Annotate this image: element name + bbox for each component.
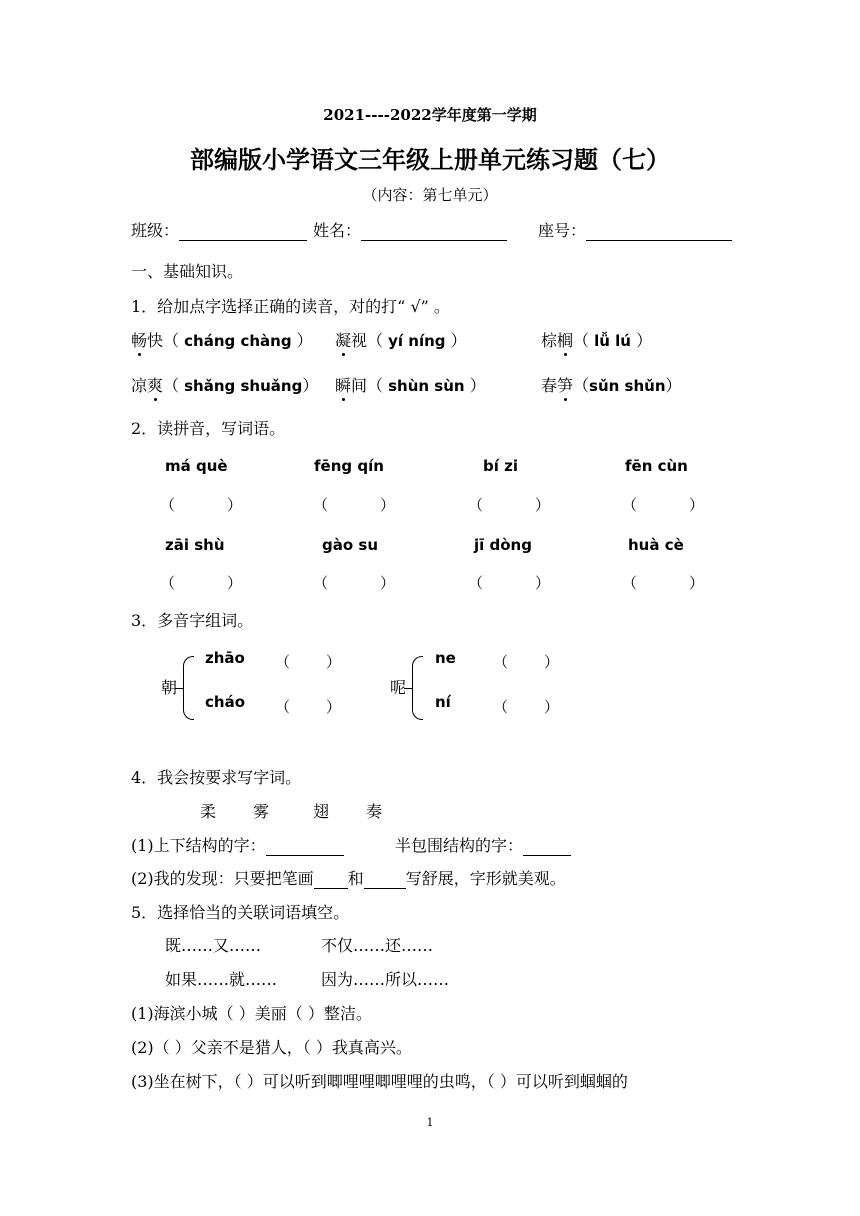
word-char: 棕 (541, 331, 558, 350)
dotted-char: 榈 (557, 328, 573, 351)
pinyin-options[interactable]: shùn sùn (388, 377, 465, 395)
paren: （ (163, 331, 185, 350)
answer-blank[interactable] (314, 870, 348, 889)
dotted-char: 畅 (131, 328, 147, 351)
q1-item (335, 373, 486, 396)
class-label: 班级： (131, 221, 180, 240)
given-char: 翅 (313, 802, 330, 821)
q5-sentence: (2)（ ）父亲不是猎人，（ ）我真高兴。 (131, 1038, 412, 1057)
section-heading: 一、基础知识。 (131, 262, 244, 281)
answer-blank[interactable]: （ ） (493, 698, 560, 716)
subtitle: （内容：第七单元） (362, 186, 498, 204)
dotted-char: 瞬 (335, 373, 351, 396)
paren: （ (573, 331, 595, 350)
given-char: 奏 (366, 802, 383, 821)
q4-line2 (131, 866, 566, 889)
answer-blank[interactable]: （ ） (313, 574, 396, 592)
q1-prompt: 1．给加点字选择正确的读音，对的打“ √” 。 (131, 297, 450, 316)
q4-part: (2)我的发现：只要把笔画 (131, 869, 314, 888)
page-title: 部编版小学语文三年级上册单元练习题（七） (190, 145, 670, 174)
answer-blank[interactable] (523, 837, 571, 856)
paren: ） (445, 331, 467, 350)
paren: （ (367, 376, 389, 395)
answer-blank[interactable]: （ ） (313, 496, 396, 514)
q4-prompt: 4．我会按要求写字词。 (131, 768, 302, 787)
word-char: 凉 (131, 376, 148, 395)
answer-blank[interactable]: （ ） (493, 653, 560, 671)
brace-icon (412, 656, 423, 720)
pinyin-options[interactable]: cháng chàng (184, 332, 292, 350)
word-char: 春 (541, 376, 558, 395)
word-char: 视 (351, 331, 368, 350)
name-field (313, 218, 507, 241)
q1-item (131, 328, 313, 351)
name-label: 姓名： (313, 221, 362, 240)
q4-line1 (131, 833, 344, 856)
pinyin-word: zāi shù (165, 536, 225, 554)
year-line: 2021----2022学年度第一学期 (323, 106, 537, 124)
conjunction-option: 不仅……还…… (321, 936, 434, 955)
q5-prompt: 5．选择恰当的关联词语填空。 (131, 903, 350, 922)
dotted-char: 爽 (147, 373, 163, 396)
answer-blank[interactable] (364, 870, 406, 889)
conjunction-option: 既……又…… (165, 936, 262, 955)
pinyin-options[interactable]: lǚ lú (594, 332, 631, 350)
pinyin-reading: cháo (205, 693, 245, 711)
pinyin-options[interactable]: yí níng (388, 332, 446, 350)
pinyin-options[interactable]: shǎng shuǎng (184, 377, 303, 395)
answer-blank[interactable]: （ ） (622, 574, 705, 592)
q4-line1b (395, 833, 571, 856)
class-field (131, 218, 307, 241)
paren: ） (302, 376, 319, 395)
pinyin-reading: zhāo (205, 649, 245, 667)
word-char: 间 (351, 376, 368, 395)
page-number: 1 (426, 1116, 434, 1129)
q3-prompt: 3．多音字组词。 (131, 611, 254, 630)
answer-blank[interactable]: （ ） (622, 496, 705, 514)
paren: ） (665, 376, 682, 395)
pinyin-word: fēng qín (314, 457, 384, 475)
paren: ） (291, 331, 313, 350)
q1-item (131, 373, 318, 396)
paren: （ (573, 376, 590, 395)
pinyin-word: jī dòng (474, 536, 532, 554)
answer-blank[interactable]: （ ） (275, 698, 342, 716)
q5-sentence: (1)海滨小城（ ）美丽（ ）整洁。 (131, 1004, 372, 1023)
q4-part: (1)上下结构的字： (131, 836, 266, 855)
pinyin-word: gào su (322, 536, 378, 554)
q5-sentence: (3)坐在树下，（ ）可以听到唧哩哩唧哩哩的虫鸣，（ ）可以听到蝈蝈的 (131, 1072, 628, 1091)
given-char: 雾 (253, 802, 270, 821)
pinyin-reading: ní (435, 693, 451, 711)
pinyin-reading: ne (435, 649, 456, 667)
answer-blank[interactable]: （ ） (468, 496, 551, 514)
pinyin-word: huà cè (628, 536, 684, 554)
q1-item (541, 373, 682, 396)
seat-blank[interactable] (586, 222, 732, 241)
dotted-char: 凝 (335, 328, 351, 351)
conjunction-option: 因为……所以…… (321, 970, 450, 989)
conjunction-option: 如果……就…… (165, 970, 278, 989)
pinyin-word: bí zi (483, 457, 518, 475)
polyphone-char: 呢 (390, 678, 407, 697)
word-char: 快 (147, 331, 164, 350)
seat-field (538, 218, 732, 241)
q4-part: 写舒展，字形就美观。 (405, 869, 566, 888)
q1-item (541, 328, 652, 351)
q4-part: 和 (347, 869, 364, 888)
q2-prompt: 2．读拼音，写词语。 (131, 419, 286, 438)
answer-blank[interactable]: （ ） (160, 496, 243, 514)
answer-blank[interactable]: （ ） (160, 574, 243, 592)
answer-blank[interactable]: （ ） (468, 574, 551, 592)
polyphone-char: 朝 (161, 678, 178, 697)
dotted-char: 笋 (557, 373, 573, 396)
seat-label: 座号： (538, 221, 587, 240)
class-blank[interactable] (179, 222, 307, 241)
answer-blank[interactable]: （ ） (275, 653, 342, 671)
answer-blank[interactable] (266, 837, 344, 856)
given-char: 柔 (200, 802, 217, 821)
pinyin-options[interactable]: sǔn shǔn (589, 377, 666, 395)
pinyin-word: má què (165, 457, 228, 475)
pinyin-word: fēn cùn (625, 457, 688, 475)
q4-part: 半包围结构的字： (395, 836, 524, 855)
paren: ） (464, 376, 486, 395)
brace-icon (183, 656, 194, 720)
paren: （ (163, 376, 185, 395)
paren: ） (631, 331, 653, 350)
paren: （ (367, 331, 389, 350)
name-blank[interactable] (361, 222, 507, 241)
q1-item (335, 328, 467, 351)
